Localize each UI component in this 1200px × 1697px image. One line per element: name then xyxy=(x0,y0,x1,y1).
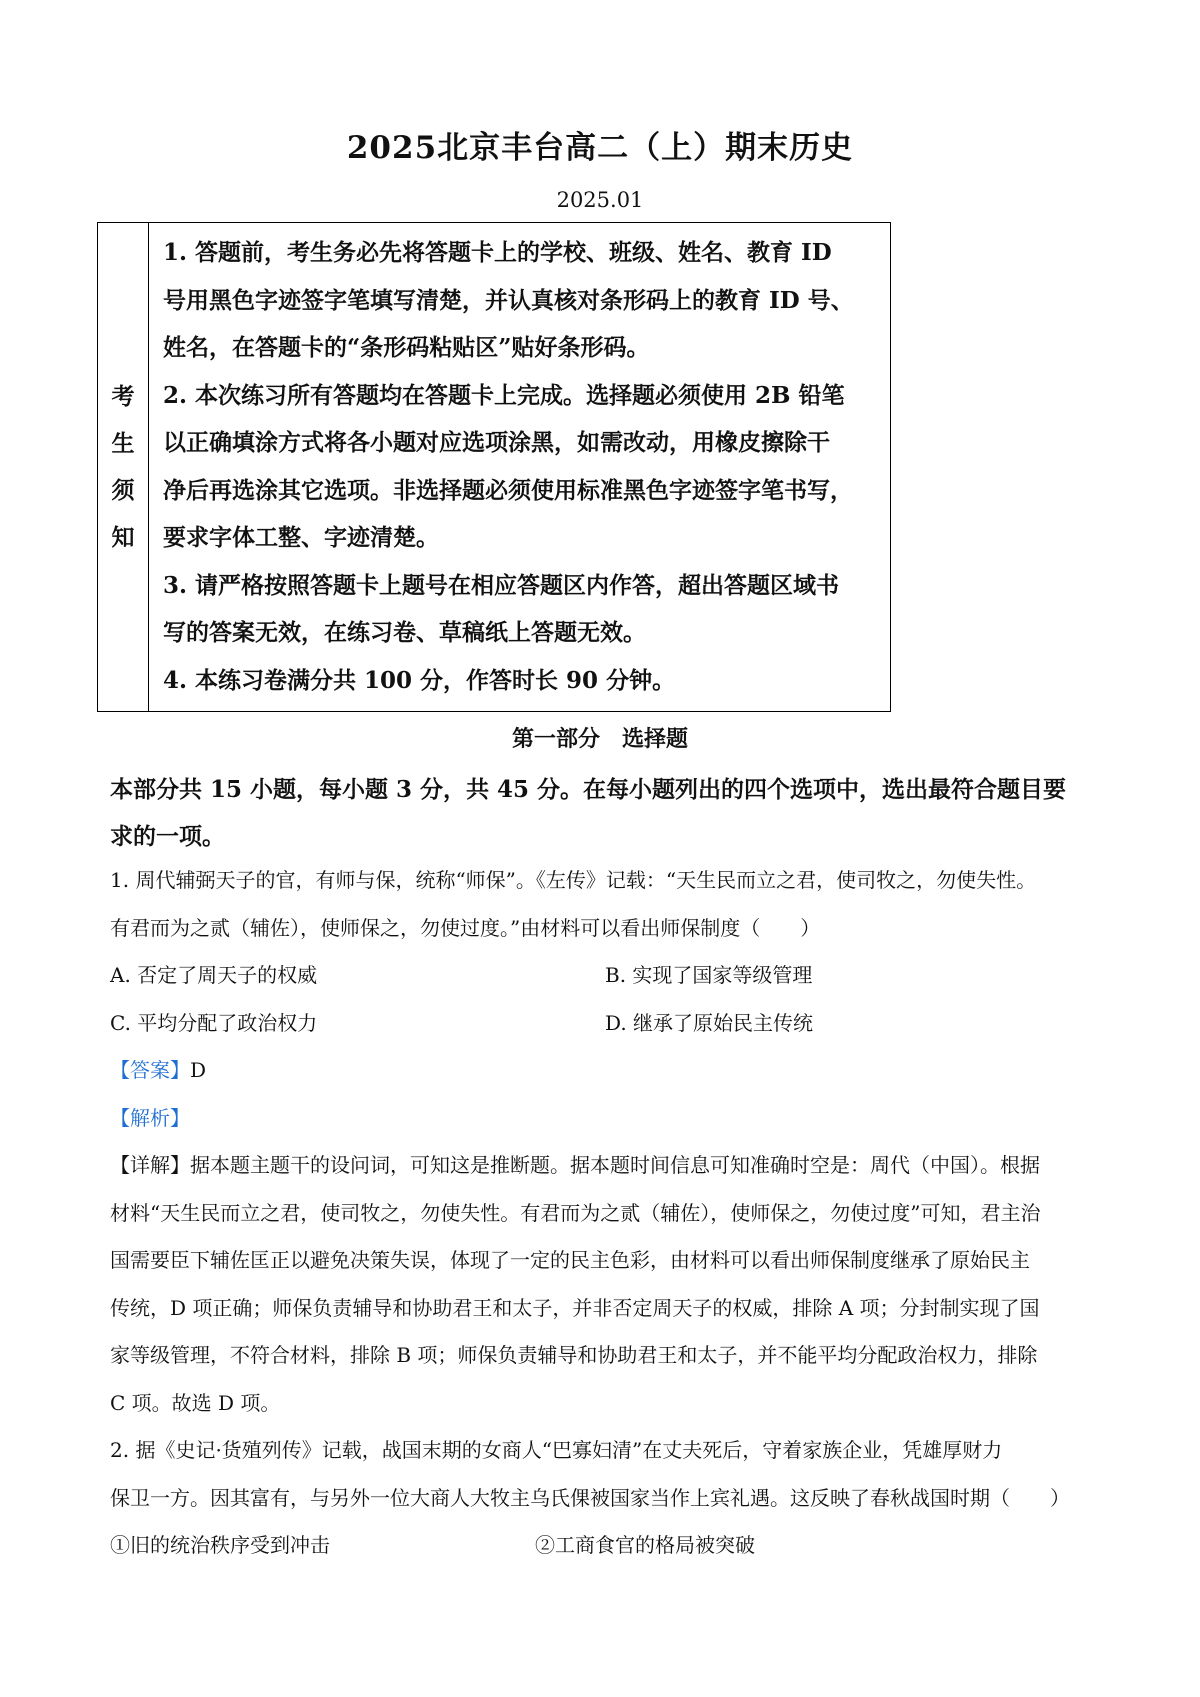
question-2-stem: 保卫一方。因其富有，与另外一位大商人大牧主乌氏倮被国家当作上宾礼遇。这反映了春秋战国时期（ ） xyxy=(110,1485,1070,1510)
page-title: 2025北京丰台高二（上）期末历史 xyxy=(346,130,854,166)
notice-line: 以正确填涂方式将各小题对应选项涂黑，如需改动，用橡皮擦除干 xyxy=(163,429,830,456)
detail-line: 传统，D 项正确；师保负责辅导和协助君王和太子，并非否定周天子的权威，排除 A 项；分封制实现了国 xyxy=(110,1295,1040,1320)
notice-line: 要求字体工整、字迹清楚。 xyxy=(163,524,439,551)
notice-label-char: 考 xyxy=(111,383,135,410)
exam-date: 2025.01 xyxy=(556,188,644,212)
section-title: 第一部分 选择题 xyxy=(511,726,688,752)
question-1-options-row xyxy=(110,952,1100,1000)
question-2-stem: 2. 据《史记·货殖列传》记载，战国末期的女商人“巴寡妇清”在丈夫死后，守着家族企业，凭雄厚财力 xyxy=(110,1438,1003,1462)
detail-text: 据本题主题干的设问词，可知这是推断题。据本题时间信息可知准确时空是：周代（中国）。根据 xyxy=(190,1153,1040,1177)
detail-line xyxy=(110,1142,1100,1190)
notice-line: 4. 本练习卷满分共 100 分，作答时长 90 分钟。 xyxy=(163,666,676,694)
notice-label-char: 须 xyxy=(111,477,135,504)
detail-tag: 【详解】 xyxy=(110,1153,190,1177)
section-instructions xyxy=(110,766,1100,860)
notice-line: 号用黑色字迹签字笔填写清楚，并认真核对条形码上的教育 ID 号、 xyxy=(163,286,854,314)
detail-line: 材料“天生民而立之君，使司牧之，勿使失性。有君而为之贰（辅佐），使师保之，勿使过度”可知，君主治 xyxy=(110,1200,1041,1225)
notice-line: 2. 本次练习所有答题均在答题卡上完成。选择题必须使用 2B 铅笔 xyxy=(163,381,845,409)
notice-line: 1. 答题前，考生务必先将答题卡上的学校、班级、姓名、教育 ID xyxy=(163,239,832,266)
answer-tag: 【答案】 xyxy=(110,1058,190,1082)
instruction-line: 本部分共 15 小题，每小题 3 分，共 45 分。在每小题列出的四个选项中，选出最符合题目要 xyxy=(110,776,1067,803)
option-1: ①旧的统治秩序受到冲击 xyxy=(110,1533,330,1557)
instruction-line: 求的一项。 xyxy=(110,823,225,850)
analysis-line xyxy=(110,1095,1100,1143)
notice-box xyxy=(97,222,891,712)
question-2-options-row xyxy=(110,1522,1100,1570)
notice-label xyxy=(98,223,149,711)
notice-line: 姓名，在答题卡的“条形码粘贴区”贴好条形码。 xyxy=(163,334,650,361)
notice-label-char: 生 xyxy=(111,430,135,457)
questions xyxy=(110,857,1100,1570)
detail-line: C 项。故选 D 项。 xyxy=(110,1390,281,1415)
question-1-stem: 1. 周代辅弼天子的官，有师与保，统称“师保”。《左传》记载：“天生民而立之君，使司牧之，勿使失性。 xyxy=(110,868,1037,892)
notice-line: 写的答案无效，在练习卷、草稿纸上答题无效。 xyxy=(163,619,646,646)
notice-line: 净后再选涂其它选项。非选择题必须使用标准黑色字迹签字笔书写， xyxy=(163,476,853,504)
notice-line: 3. 请严格按照答题卡上题号在相应答题区内作答，超出答题区域书 xyxy=(163,571,840,599)
option-c: C. 平均分配了政治权力 xyxy=(110,1010,318,1035)
option-d: D. 继承了原始民主传统 xyxy=(605,1010,814,1035)
question-1-options-row xyxy=(110,1000,1100,1048)
question-1-stem: 有君而为之贰（辅佐），使师保之，勿使过度。”由材料可以看出师保制度（ ） xyxy=(110,915,821,940)
notice-body xyxy=(149,223,890,711)
option-2: ②工商食官的格局被突破 xyxy=(535,1533,755,1557)
detail-line: 国需要臣下辅佐匡正以避免决策失误，体现了一定的民主色彩，由材料可以看出师保制度继承了原始民主 xyxy=(110,1248,1030,1272)
answer-line xyxy=(110,1047,1100,1095)
analysis-tag: 【解析】 xyxy=(110,1105,190,1130)
option-b: B. 实现了国家等级管理 xyxy=(605,963,813,987)
answer-value: D xyxy=(190,1058,207,1082)
option-a: A. 否定了周天子的权威 xyxy=(110,963,318,987)
detail-line: 家等级管理，不符合材料，排除 B 项；师保负责辅导和协助君王和太子，并不能平均分配政治权力，排除 xyxy=(110,1343,1038,1367)
notice-label-char: 知 xyxy=(111,524,135,551)
